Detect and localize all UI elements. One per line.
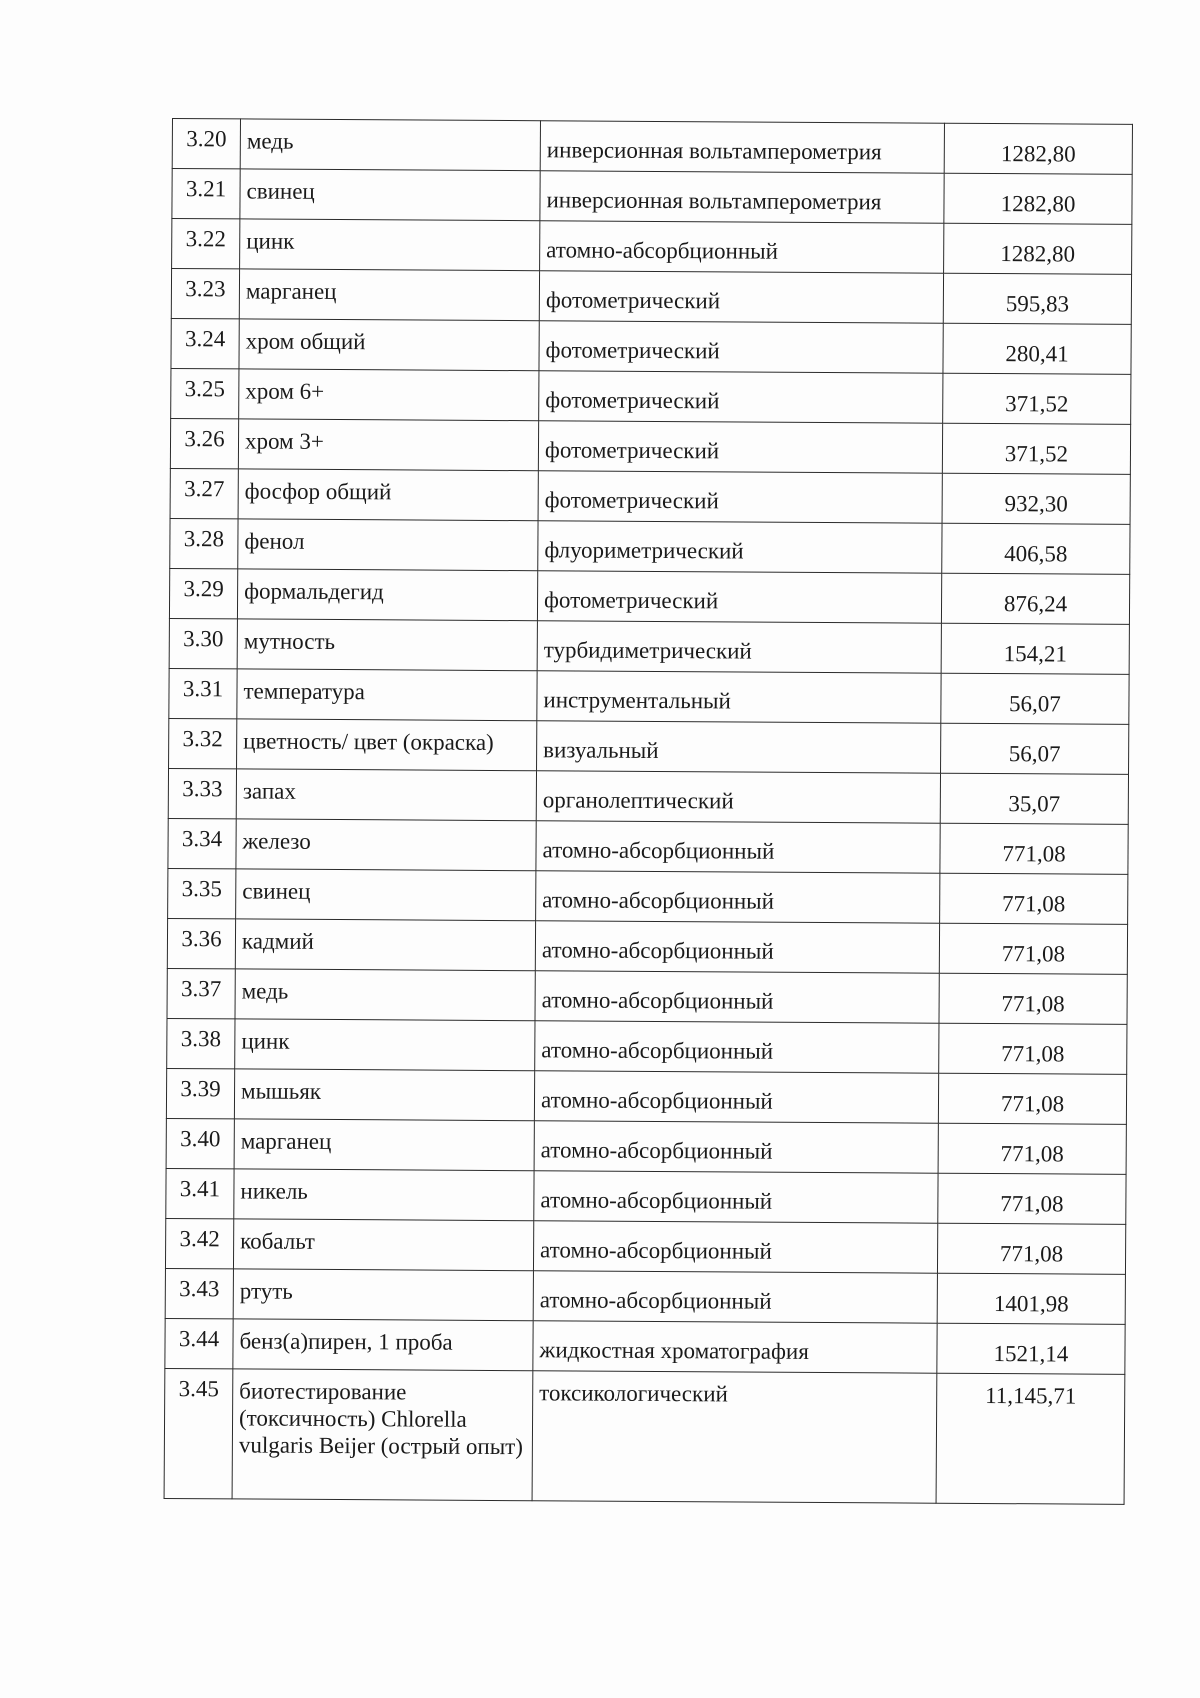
method-cell: инструментальный — [537, 671, 941, 723]
indicator-name-cell: фосфор общий — [238, 469, 538, 521]
price-cell: 771,08 — [939, 973, 1127, 1024]
method-cell: фотометрический — [537, 571, 941, 623]
table-row — [170, 518, 1130, 574]
table-row — [169, 618, 1129, 674]
row-number-cell: 3.27 — [170, 468, 238, 518]
method-cell: атомно-абсорбционный — [533, 1221, 937, 1273]
table-row — [172, 119, 1132, 175]
method-cell: органолептический — [536, 771, 940, 823]
table-row — [172, 219, 1132, 275]
table-row — [166, 1168, 1126, 1224]
method-cell: атомно-абсорбционный — [534, 1171, 938, 1223]
price-cell: 1282,80 — [944, 123, 1132, 174]
row-number-cell: 3.33 — [168, 768, 236, 818]
table-row — [171, 269, 1131, 325]
table-row — [168, 868, 1128, 924]
indicator-name-cell: цветность/ цвет (окраска) — [237, 719, 537, 771]
price-cell: 595,83 — [943, 273, 1131, 324]
indicator-name-cell: фенол — [238, 519, 538, 571]
method-cell: атомно-абсорбционный — [535, 1021, 939, 1073]
method-cell: турбидиметрический — [537, 621, 941, 673]
table-row — [169, 718, 1129, 774]
price-cell: 56,07 — [941, 673, 1129, 724]
price-cell: 1401,98 — [937, 1273, 1125, 1324]
price-cell: 771,08 — [938, 1123, 1126, 1174]
table-row — [167, 968, 1127, 1024]
indicator-name-cell: хром 3+ — [238, 419, 538, 471]
row-number-cell: 3.35 — [168, 868, 236, 918]
method-cell: атомно-абсорбционный — [535, 971, 939, 1023]
table-row — [164, 1368, 1125, 1504]
indicator-name-cell: марганец — [234, 1119, 534, 1171]
price-cell: 280,41 — [943, 323, 1131, 374]
price-cell: 771,08 — [937, 1223, 1125, 1274]
table-row — [165, 1268, 1125, 1324]
table-row — [168, 768, 1128, 824]
indicator-name-cell: формальдегид — [237, 569, 537, 621]
row-number-cell: 3.42 — [165, 1218, 233, 1268]
method-cell: фотометрический — [539, 321, 943, 373]
table-row — [167, 1018, 1127, 1074]
row-number-cell: 3.26 — [170, 418, 238, 468]
table-row — [169, 568, 1129, 624]
row-number-cell: 3.24 — [171, 318, 239, 368]
price-cell: 932,30 — [942, 473, 1130, 524]
row-number-cell: 3.21 — [172, 169, 240, 219]
indicator-name-cell: мутность — [237, 619, 537, 671]
indicator-name-cell: кобальт — [233, 1219, 533, 1271]
row-number-cell: 3.40 — [166, 1118, 234, 1168]
price-cell: 771,08 — [938, 1073, 1126, 1124]
row-number-cell: 3.43 — [165, 1268, 233, 1318]
price-cell: 1282,80 — [944, 173, 1132, 224]
table-row — [165, 1318, 1125, 1374]
indicator-name-cell: цинк — [235, 1019, 535, 1071]
indicator-name-cell: цинк — [240, 219, 540, 271]
indicator-name-cell: биотестирование (токсичность) Chlorella vulgaris Beijer (острый опыт) — [232, 1369, 533, 1501]
price-cell: 771,08 — [940, 823, 1128, 874]
table-row — [170, 418, 1130, 474]
row-number-cell: 3.32 — [169, 718, 237, 768]
row-number-cell: 3.28 — [170, 518, 238, 568]
method-cell: жидкостная хроматография — [533, 1321, 937, 1373]
price-cell: 406,58 — [942, 523, 1130, 574]
method-cell: фотометрический — [538, 421, 942, 473]
row-number-cell: 3.31 — [169, 668, 237, 718]
price-table-body — [164, 119, 1132, 1505]
indicator-name-cell: свинец — [240, 169, 540, 221]
indicator-name-cell: хром общий — [239, 319, 539, 371]
price-cell: 771,08 — [939, 1023, 1127, 1074]
indicator-name-cell: марганец — [239, 269, 539, 321]
indicator-name-cell: никель — [234, 1169, 534, 1221]
table-row — [166, 1068, 1126, 1124]
price-cell: 11,145,71 — [936, 1373, 1125, 1504]
row-number-cell: 3.36 — [167, 918, 235, 968]
price-table — [164, 118, 1133, 1505]
method-cell: визуальный — [537, 721, 941, 773]
row-number-cell: 3.34 — [168, 818, 236, 868]
method-cell: инверсионная вольтамперометрия — [540, 121, 944, 173]
table-row — [169, 668, 1129, 724]
table-row — [170, 468, 1130, 524]
row-number-cell: 3.37 — [167, 968, 235, 1018]
row-number-cell: 3.29 — [169, 568, 237, 618]
indicator-name-cell: ртуть — [233, 1269, 533, 1321]
row-number-cell: 3.41 — [166, 1168, 234, 1218]
method-cell: фотометрический — [539, 371, 943, 423]
method-cell: атомно-абсорбционный — [533, 1271, 937, 1323]
table-row — [172, 169, 1132, 225]
method-cell: атомно-абсорбционный — [535, 921, 939, 973]
table-row — [165, 1218, 1125, 1274]
method-cell: атомно-абсорбционный — [534, 1121, 938, 1173]
row-number-cell: 3.38 — [167, 1018, 235, 1068]
price-cell: 876,24 — [941, 573, 1129, 624]
method-cell: фотометрический — [539, 271, 943, 323]
method-cell: токсикологический — [532, 1371, 937, 1503]
price-cell: 371,52 — [943, 373, 1131, 424]
indicator-name-cell: мышьяк — [234, 1069, 534, 1121]
row-number-cell: 3.25 — [171, 368, 239, 418]
indicator-name-cell: кадмий — [235, 919, 535, 971]
row-number-cell: 3.30 — [169, 618, 237, 668]
indicator-name-cell: медь — [240, 119, 540, 171]
indicator-name-cell: свинец — [236, 869, 536, 921]
row-number-cell: 3.23 — [171, 269, 239, 319]
table-row — [171, 368, 1131, 424]
price-table-wrapper — [164, 118, 1132, 1505]
indicator-name-cell: железо — [236, 819, 536, 871]
method-cell: флуориметрический — [538, 521, 942, 573]
indicator-name-cell: хром 6+ — [239, 369, 539, 421]
price-cell: 1282,80 — [944, 223, 1132, 274]
row-number-cell: 3.45 — [164, 1368, 233, 1498]
table-row — [166, 1118, 1126, 1174]
price-cell: 35,07 — [940, 773, 1128, 824]
row-number-cell: 3.39 — [166, 1068, 234, 1118]
price-cell: 771,08 — [938, 1173, 1126, 1224]
method-cell: атомно-абсорбционный — [534, 1071, 938, 1123]
price-cell: 154,21 — [941, 623, 1129, 674]
price-cell: 371,52 — [942, 423, 1130, 474]
price-cell: 1521,14 — [937, 1323, 1125, 1374]
row-number-cell: 3.22 — [172, 219, 240, 269]
table-row — [168, 818, 1128, 874]
price-cell: 56,07 — [941, 723, 1129, 774]
method-cell: атомно-абсорбционный — [540, 221, 944, 273]
method-cell: атомно-абсорбционный — [536, 871, 940, 923]
price-cell: 771,08 — [940, 873, 1128, 924]
method-cell: фотометрический — [538, 471, 942, 523]
table-row — [167, 918, 1127, 974]
table-row — [171, 318, 1131, 374]
row-number-cell: 3.44 — [165, 1318, 233, 1368]
method-cell: атомно-абсорбционный — [536, 821, 940, 873]
indicator-name-cell: бенз(а)пирен, 1 проба — [233, 1319, 533, 1371]
method-cell: инверсионная вольтамперометрия — [540, 171, 944, 223]
indicator-name-cell: температура — [237, 669, 537, 721]
price-cell: 771,08 — [939, 923, 1127, 974]
row-number-cell: 3.20 — [172, 119, 240, 169]
indicator-name-cell: запах — [236, 769, 536, 821]
indicator-name-cell: медь — [235, 969, 535, 1021]
